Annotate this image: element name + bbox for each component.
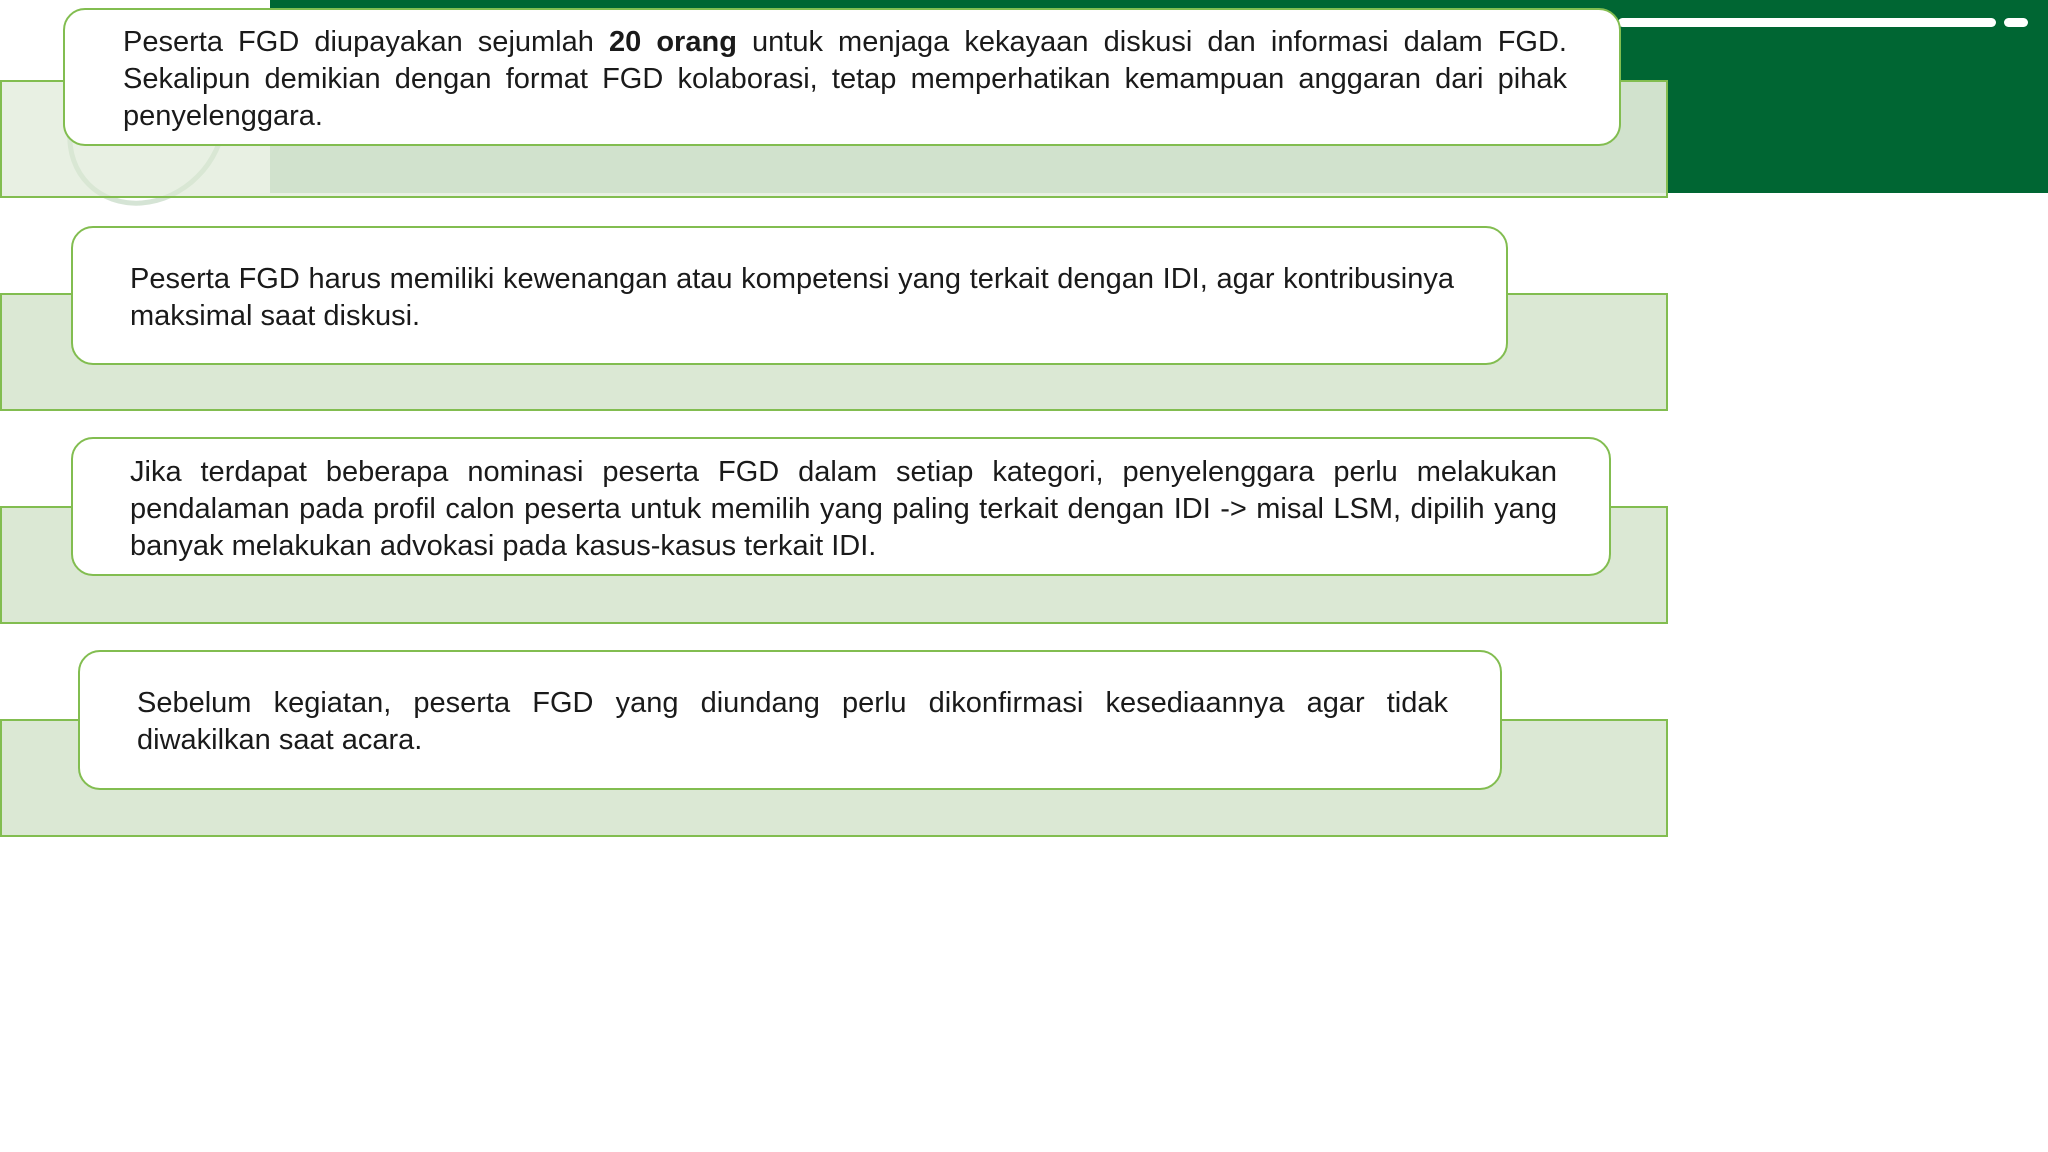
bullet-card-4 <box>78 650 1502 790</box>
header-accent-dash <box>2004 18 2028 27</box>
bullet-card-2 <box>71 226 1508 365</box>
bullet-card-1 <box>63 8 1621 146</box>
bullet-card-3 <box>71 437 1611 576</box>
header-accent-line <box>1618 18 1996 27</box>
bullet-text-4: Sebelum kegiatan, peserta FGD yang diundang perlu dikonfirmasi kesediaannya agar tidak diwakilkan saat acara. <box>137 687 1448 756</box>
bullet-text-1-emphasis: 20 orang <box>608 26 737 58</box>
bullet-text-2: Peserta FGD harus memiliki kewenangan atau kompetensi yang terkait dengan IDI, agar kontribusinya maksimal saat diskusi. <box>130 263 1454 332</box>
bullet-text-1: Peserta FGD diupayakan sejumlah 20 orang untuk menjaga kekayaan diskusi dan informasi dalam FGD. Sekalipun demikian dengan format FGD kolaborasi, tetap memperhatikan kemampuan anggaran dari pihak penyelenggara. <box>123 26 1567 132</box>
bullet-text-3: Jika terdapat beberapa nominasi peserta FGD dalam setiap kategori, penyelenggara perlu melakukan pendalaman pada profil calon peserta untuk memilih yang paling terkait dengan IDI -> misal LSM, dipilih yang banyak melakukan advokasi pada kasus-kasus terkait IDI. <box>130 456 1557 562</box>
